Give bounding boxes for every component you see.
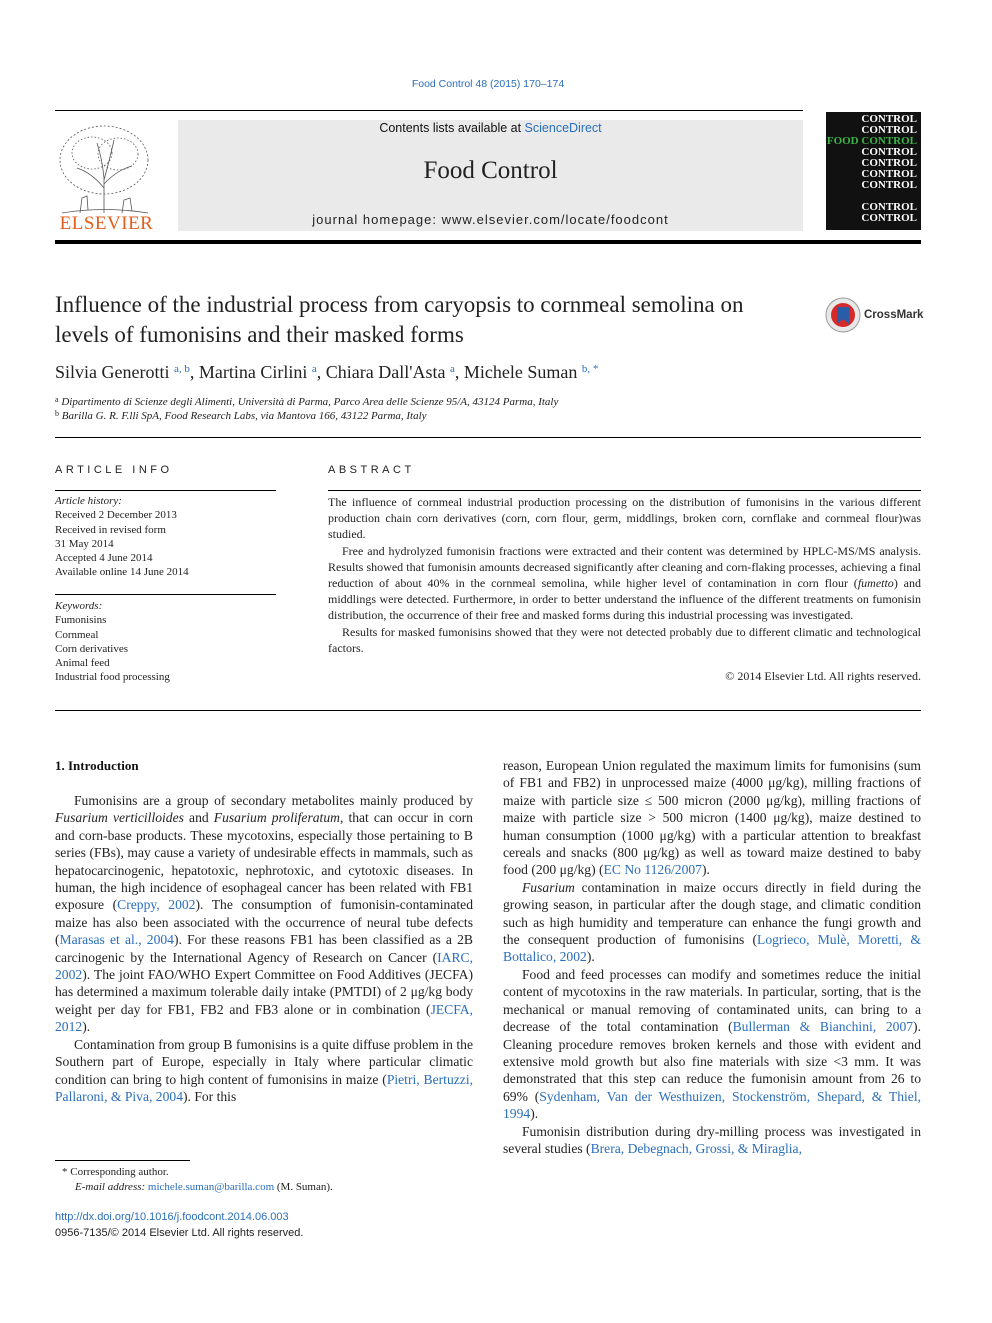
abstract-text: The influence of cornmeal industrial production processing on the distribution of fumonisins in the various different production chain corn derivatives (corn, corn flour, germ, middlings, broken corn, cornflake and cornmeal flour)was studied. Free and hydrolyzed fumonisin fractions were extracted and their content was determined by HPLC-MS/MS analysis. Results showed that fumonisin amounts decreased significantly after cleaning and corn-flaking processes, achieving a final reduction of about 40% in the cornmeal semolina, while higher level of contamination in corn flour (fumetto) and middlings were detected. Furthermore, in order to better understand the influence of the different treatments on fumonisin distribution, the occurrence of their free and masked forms during this industrial processing was investigated. Results for masked fumonisins showed that they were not detected probably due to different climatic and technological factors.	[328, 495, 921, 655]
corresponding-author-note: * Corresponding author.	[62, 1166, 169, 1178]
abstract-bottom-rule	[55, 710, 921, 711]
doi-link[interactable]: http://dx.doi.org/10.1016/j.foodcont.2014.06.003	[55, 1211, 289, 1223]
author-name[interactable]: Michele Suman	[463, 362, 578, 382]
cover-line: CONTROL	[861, 179, 917, 191]
elsevier-wordmark: ELSEVIER	[59, 213, 154, 234]
body-column-right	[503, 757, 921, 1157]
citation-link[interactable]: IARC, 2002	[55, 949, 473, 983]
journal-name: Food Control	[423, 157, 558, 184]
author-name[interactable]: Chiara Dall'Asta	[325, 362, 446, 382]
keyword[interactable]: Animal feed	[55, 657, 110, 670]
abstract-copyright: © 2014 Elsevier Ltd. All rights reserved.	[725, 669, 921, 683]
contents-line: Contents lists available at ScienceDirect	[379, 121, 602, 135]
affiliation-rule	[55, 437, 921, 438]
paragraph: Contamination from group B fumonisins is a quite diffuse problem in the Southern part of Europe, especially in Italy where particular climatic condition can bring to high content of fumonisins in maize (Pietri, Bertuzzi, Pallaroni, & Piva, 2004). For this	[55, 1036, 473, 1104]
keyword[interactable]: Cornmeal	[55, 628, 99, 641]
crossmark-label[interactable]: CrossMark	[864, 309, 924, 321]
author-name[interactable]: Martina Cirlini	[198, 362, 308, 382]
italic-term: Fusarium proliferatum	[213, 810, 340, 826]
author-affiliation-mark[interactable]: a, b	[173, 363, 190, 375]
author-name[interactable]: Silvia Generotti	[55, 362, 170, 382]
email-link[interactable]: michele.suman@barilla.com	[147, 1181, 275, 1193]
cover-line: CONTROL	[861, 168, 917, 180]
cover-line: CONTROL	[861, 146, 917, 158]
citation-link[interactable]: Creppy, 2002	[117, 897, 196, 913]
cover-line: FOOD CONTROL	[826, 135, 917, 147]
citation-link[interactable]: Pietri, Bertuzzi, Pallaroni, & Piva, 2004	[55, 1071, 473, 1104]
footnote-rule	[55, 1160, 190, 1161]
italic-term: Fusarium verticilloides	[55, 810, 184, 826]
header-rule	[55, 110, 803, 111]
abstract-heading: ABSTRACT	[328, 464, 415, 476]
header-thick-rule	[55, 240, 921, 244]
email-note: E-mail address: michele.suman@barilla.com (M. Suman).	[75, 1181, 333, 1193]
info-rule	[55, 490, 276, 491]
sciencedirect-link[interactable]: ScienceDirect	[524, 121, 602, 135]
citation-link[interactable]: Marasas et al., 2004	[59, 932, 174, 948]
article-title: Influence of the industrial process from caryopsis to cornmeal semolina on levels of fumonisins and their masked forms	[55, 292, 744, 347]
citation-link[interactable]: Logrieco, Mulè, Moretti, & Bottalico, 2002	[503, 932, 921, 965]
cover-line: CONTROL	[861, 124, 917, 136]
info-rule	[55, 594, 276, 595]
author-list: Silvia Generotti $^{a, b}$, Martina Cirlini $^a$, Chiara Dall'Asta $^a$, Michele Suman $^{b, *}$	[55, 362, 599, 382]
cover-line: CONTROL	[861, 157, 917, 169]
cover-line: CONTROL	[861, 113, 917, 125]
citation-link[interactable]: Bullerman & Bianchini, 2007	[732, 1019, 914, 1035]
keywords: Keywords: Fumonisins Cornmeal Corn derivatives Animal feed Industrial food processing	[55, 599, 280, 685]
citation-link[interactable]: Sydenham, Van der Westhuizen, Stockenström, Shepard, & Thiel, 1994	[503, 1088, 921, 1122]
author-affiliation-mark[interactable]: a	[311, 363, 317, 375]
section-heading: 1. Introduction	[55, 758, 139, 773]
keyword[interactable]: Fumonisins	[55, 614, 107, 627]
paragraph: reason, European Union regulated the maximum limits for fumonisins (sum of FB1 and FB2) in unprocessed maize (4000 μg/kg), milling fractions of maize with particle size ≤ 500 micron (2000 μg/kg), milling fractions of maize with particle size > 500 micron (1400 μg/kg), maize destined to human consumption (1000 μg/kg) with a particular attention to breakfast cereals and snacks (800 μg/kg) as well as toward maize destined to baby food (200 μg/kg) (EC No 1126/2007).	[503, 758, 921, 878]
paragraph: Fumonisins are a group of secondary metabolites mainly produced by Fusarium verticilloides and Fusarium proliferatum, that can occur in corn and corn-base products. These mycotoxins, especially those pertaining to B series (FBs), may cause a variety of undesirable effects in mammals, such as hepatocarcinogenic, hepatotoxic, nephrotoxic, and cytotoxic diseases. In human, the high incidence of esophageal cancer has been related with FB1 exposure (Creppy, 2002). The consumption of fumonisin-contaminated maize has also been associated with the occurrence of neural tube defects (Marasas et al., 2004). For these reasons FB1 has been classified as a 2B carcinogenic by the International Agency of Research on Cancer (IARC, 2002). The joint FAO/WHO Expert Committee on Food Additives (JECFA) has determined a maximum tolerable daily intake (PMTDI) of 2 μg/kg body weight per day for FB1, FB2 and FB3 alone or in combination (JECFA, 2012).	[55, 793, 473, 1035]
article-info-heading: ARTICLE INFO	[55, 464, 173, 476]
affiliation: $^b$ Barilla G. R. F.lli SpA, Food Research Labs, via Mantova 166, 43122 Parma, Italy	[55, 409, 427, 422]
cover-line: CONTROL	[861, 212, 917, 224]
author-affiliation-mark[interactable]: b, *	[581, 363, 599, 375]
italic-term: Fusarium	[522, 879, 575, 895]
journal-cover-thumbnail[interactable]	[826, 112, 921, 230]
paragraph: Food and feed processes can modify and sometimes reduce the initial content of mycotoxins in the raw materials. In particular, sorting, that is the mechanical or manual removing of contaminated units, can bring to a decrease of the total contamination (Bullerman & Bianchini, 2007). Cleaning procedure removes broken kernels and those with evident and extensive mold growth but also fine materials with size <3 mm. It was demonstrated that this step can reduce the fumonisin amount from 26 to 69% (Sydenham, Van der Westhuizen, Stockenström, Shepard, & Thiel, 1994).	[503, 966, 921, 1122]
author-affiliation-mark[interactable]: a	[449, 363, 455, 375]
keyword[interactable]: Industrial food processing	[55, 671, 170, 684]
journal-citation[interactable]: Food Control 48 (2015) 170–174	[411, 78, 565, 90]
affiliation: $^a$ Dipartimento di Scienze degli Alimenti, Università di Parma, Parco Area delle Scienze 95/A, 43124 Parma, Italy	[55, 395, 559, 408]
issn-line: 0956-7135/© 2014 Elsevier Ltd. All rights reserved.	[55, 1227, 304, 1239]
cover-line: CONTROL	[861, 201, 917, 213]
citation-link[interactable]: JECFA, 2012	[55, 1001, 473, 1035]
abstract-rule	[328, 490, 921, 491]
journal-homepage[interactable]: journal homepage: www.elsevier.com/locate/foodcont	[312, 212, 669, 227]
keyword[interactable]: Corn derivatives	[55, 642, 129, 655]
paragraph: Fusarium contamination in maize occurs directly in field during the growing season, in particular after the dough stage, and climatic condition such as high humidity and temperature can enhance the fungi growth and the consequent production of fumonisins (Logrieco, Mulè, Moretti, & Bottalico, 2002).	[503, 879, 921, 965]
body-column-left	[55, 792, 473, 1105]
article-history: Article history: Received 2 December 2013 Received in revised form 31 May 2014 Accepted 4 June 2014 Available online 14 June 2014	[55, 495, 189, 579]
citation-link[interactable]: Brera, Debegnach, Grossi, & Miraglia,	[590, 1140, 802, 1156]
citation-link[interactable]: EC No 1126/2007	[603, 862, 702, 878]
paragraph: Fumonisin distribution during dry-milling process was investigated in several studies (Brera, Debegnach, Grossi, & Miraglia,	[503, 1123, 921, 1156]
